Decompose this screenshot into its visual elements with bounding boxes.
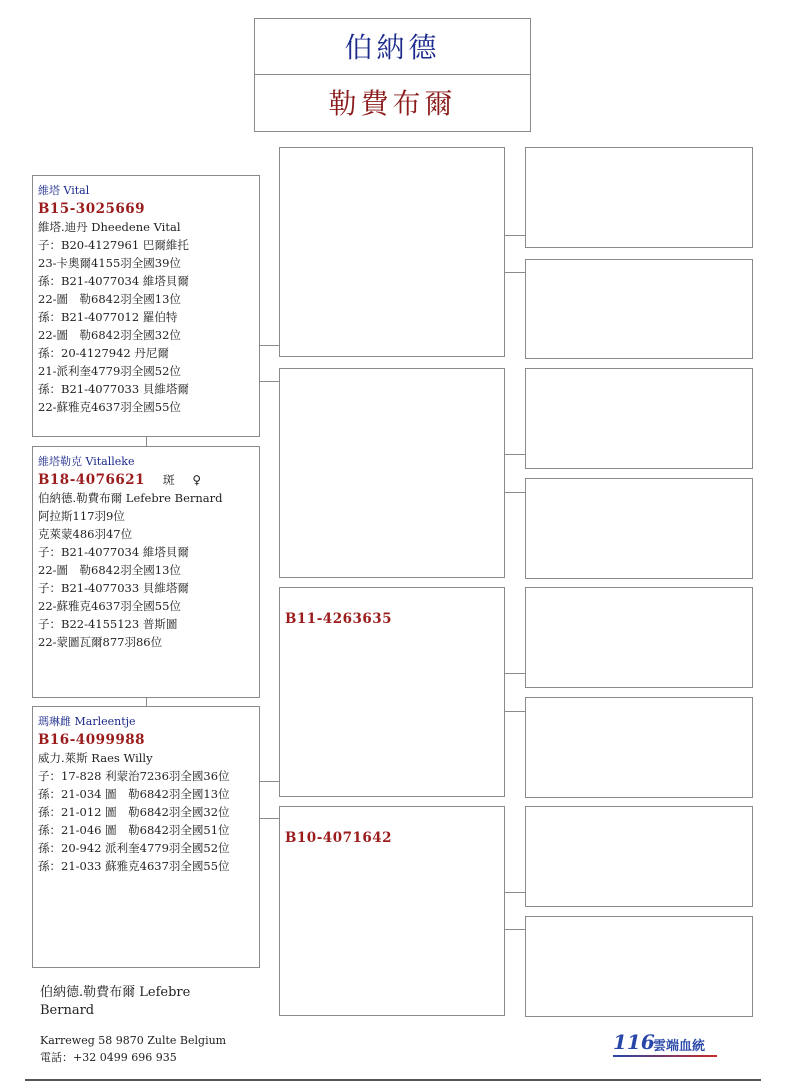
connector-line bbox=[260, 381, 279, 382]
logo-underline bbox=[613, 1055, 717, 1057]
sire-card bbox=[32, 175, 260, 437]
pedigree-title-chinese: 伯納德 bbox=[254, 18, 531, 75]
connector-line bbox=[505, 673, 525, 674]
sire-name: 維塔 Vital bbox=[38, 184, 90, 197]
gen3-box-8 bbox=[525, 916, 753, 1017]
gen3-box-4 bbox=[525, 478, 753, 579]
detail-line: 伯納德.勒費布爾 Lefebre Bernard bbox=[38, 491, 223, 505]
detail-line: 孫：21-033 蘇雅克4637羽全國55位 bbox=[38, 859, 230, 873]
dam-sex: ♀ bbox=[192, 473, 202, 487]
detail-line: 孫：21-034 圖 勒6842羽全國13位 bbox=[38, 787, 230, 801]
detail-line: 維塔.迪丹 Dheedene Vital bbox=[38, 220, 181, 234]
detail-line: 孫：21-012 圖 勒6842羽全國32位 bbox=[38, 805, 230, 819]
brand-logo bbox=[613, 1030, 733, 1060]
gen3-box-5 bbox=[525, 587, 753, 688]
gen2-box-4 bbox=[279, 806, 505, 1016]
detail-line: 孫：B21-4077033 貝維塔爾 bbox=[38, 382, 189, 396]
gen2-box-1 bbox=[279, 147, 505, 357]
detail-line: 22-蘇雅克4637羽全國55位 bbox=[38, 599, 181, 613]
connector-line bbox=[260, 781, 279, 782]
detail-line: 22-圖 勒6842羽全國32位 bbox=[38, 328, 181, 342]
gen3-box-6 bbox=[525, 697, 753, 798]
detail-line: 威力.萊斯 Raes Willy bbox=[38, 751, 153, 765]
granddam-name: 瑪琳雌 Marleentje bbox=[38, 715, 136, 728]
gen2-ring-4: B10-4071642 bbox=[285, 830, 393, 846]
detail-line: 子：B20-4127961 巴爾維托 bbox=[38, 238, 189, 252]
detail-line: 孫：20-4127942 丹尼爾 bbox=[38, 346, 169, 360]
granddam-card bbox=[32, 706, 260, 968]
detail-line: 22-圖 勒6842羽全國13位 bbox=[38, 563, 181, 577]
detail-line: 子：B21-4077033 貝維塔爾 bbox=[38, 581, 189, 595]
bottom-divider bbox=[25, 1079, 761, 1081]
detail-line: 孫：21-046 圖 勒6842羽全國51位 bbox=[38, 823, 230, 837]
detail-line: 孫：20-942 派利奎4779羽全國52位 bbox=[38, 841, 230, 855]
granddam-ring: B16-4099988 bbox=[38, 732, 146, 748]
sire-details bbox=[38, 218, 259, 416]
owner-phone: 電話：+32 0499 696 935 bbox=[40, 1051, 177, 1064]
detail-line: 孫：B21-4077012 羅伯特 bbox=[38, 310, 178, 324]
connector-line bbox=[146, 437, 147, 446]
detail-line: 孫：B21-4077034 維塔貝爾 bbox=[38, 274, 189, 288]
dam-color: 斑 bbox=[162, 473, 175, 487]
owner-name: 伯納德.勒費布爾 Lefebre Bernard bbox=[40, 985, 191, 1018]
detail-line: 23-卡奧爾4155羽全國39位 bbox=[38, 256, 181, 270]
gen3-box-3 bbox=[525, 368, 753, 469]
detail-line: 22-圖 勒6842羽全國13位 bbox=[38, 292, 181, 306]
connector-line bbox=[505, 929, 525, 930]
gen2-box-2 bbox=[279, 368, 505, 578]
gen3-box-7 bbox=[525, 806, 753, 907]
dam-card bbox=[32, 446, 260, 698]
detail-line: 子：B21-4077034 維塔貝爾 bbox=[38, 545, 189, 559]
owner-contact bbox=[40, 1032, 226, 1066]
connector-line bbox=[505, 711, 525, 712]
connector-line bbox=[260, 345, 279, 346]
detail-line: 22-蒙圖瓦爾877羽86位 bbox=[38, 635, 163, 649]
granddam-details bbox=[38, 749, 259, 875]
detail-line: 子：17-828 利蒙治7236羽全國36位 bbox=[38, 769, 230, 783]
detail-line: 22-蘇雅克4637羽全國55位 bbox=[38, 400, 181, 414]
detail-line: 克萊蒙486羽47位 bbox=[38, 527, 133, 541]
connector-line bbox=[260, 818, 279, 819]
connector-line bbox=[146, 698, 147, 706]
connector-line bbox=[505, 235, 525, 236]
connector-line bbox=[505, 272, 525, 273]
logo-text: 雲端血統 bbox=[653, 1039, 706, 1054]
detail-line: 21-派利奎4779羽全國52位 bbox=[38, 364, 181, 378]
logo-number: 116 bbox=[613, 1030, 655, 1054]
dam-name: 維塔勒克 Vitalleke bbox=[38, 455, 135, 468]
connector-line bbox=[505, 454, 525, 455]
detail-line: 子：B22-4155123 普斯圖 bbox=[38, 617, 178, 631]
detail-line: 阿拉斯117羽9位 bbox=[38, 509, 125, 523]
gen3-box-1 bbox=[525, 147, 753, 248]
dam-details bbox=[38, 489, 259, 651]
sire-ring: B15-3025669 bbox=[38, 201, 146, 217]
connector-line bbox=[505, 892, 525, 893]
dam-ring: B18-4076621 bbox=[38, 472, 146, 488]
pedigree-title-surname: 勒費布爾 bbox=[254, 74, 531, 132]
gen2-box-3 bbox=[279, 587, 505, 797]
gen3-box-2 bbox=[525, 259, 753, 359]
gen2-ring-3: B11-4263635 bbox=[285, 611, 393, 627]
connector-line bbox=[505, 492, 525, 493]
owner-address: Karreweg 58 9870 Zulte Belgium bbox=[40, 1034, 227, 1047]
